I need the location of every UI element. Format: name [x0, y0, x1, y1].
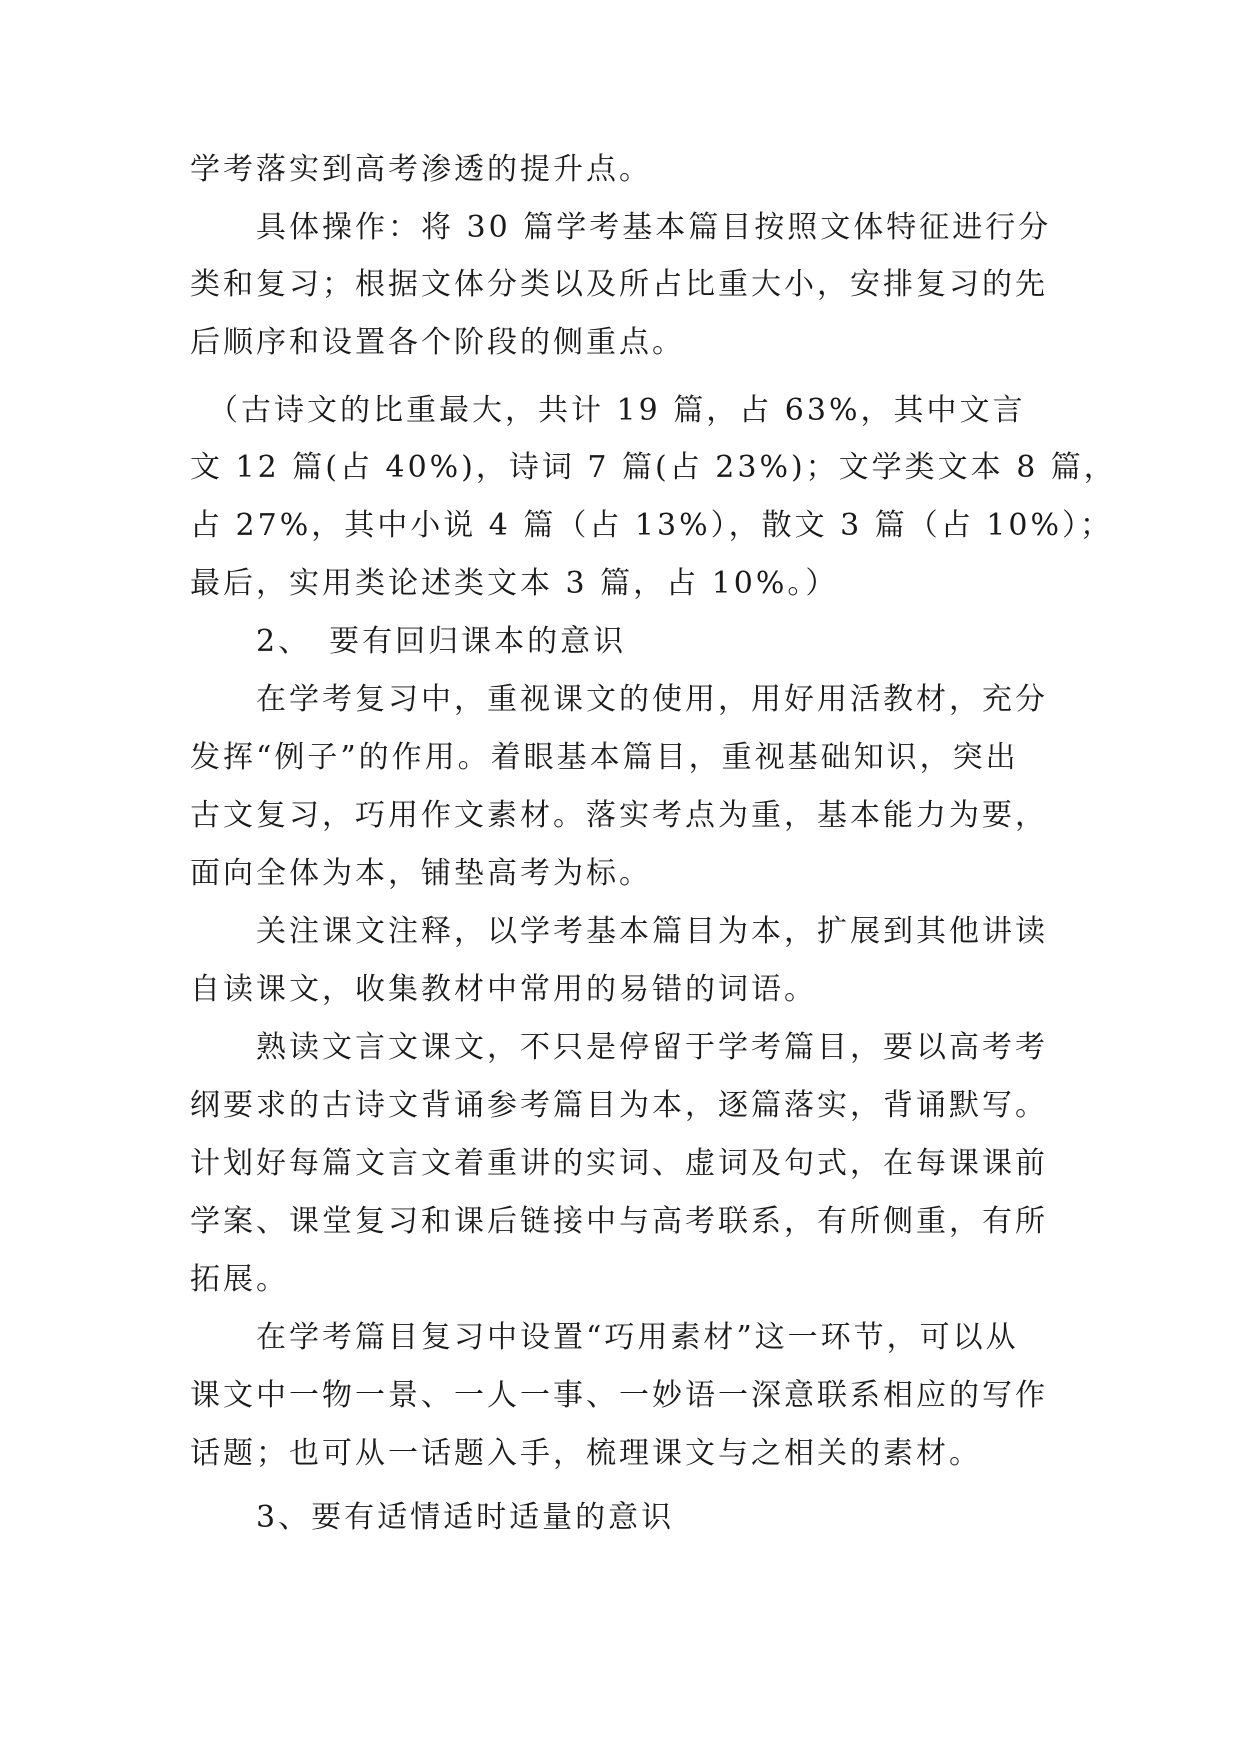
text-line: 面向全体为本，铺垫高考为标。: [190, 856, 652, 891]
text-line: 古文复习，巧用作文素材。落实考点为重，基本能力为要，: [190, 798, 1048, 833]
text-line: 学案、课堂复习和课后链接中与高考联系，有所侧重，有所: [190, 1204, 1048, 1239]
text-line: 计划好每篇文言文着重讲的实词、虚词及句式，在每课课前: [190, 1146, 1048, 1181]
text-line: 自读课文，收集教材中常用的易错的词语。: [190, 972, 817, 1007]
text-line: 占 27%，其中小说 4 篇（占 13%），散文 3 篇（占 10%）；: [190, 508, 1113, 543]
text-line: 在学考篇目复习中设置“巧用素材”这一环节，可以从: [190, 1320, 1019, 1355]
text-line: 课文中一物一景、一人一事、一妙语一深意联系相应的写作: [190, 1378, 1048, 1413]
text-line: 具体操作：将 30 篇学考基本篇目按照文体特征进行分: [190, 210, 1052, 245]
text-line: 后顺序和设置各个阶段的侧重点。: [190, 325, 685, 360]
text-line: （古诗文的比重最大，共计 19 篇，占 63%，其中文言: [190, 393, 1026, 428]
section-heading: 3、要有适情适时适量的意识: [190, 1500, 675, 1535]
text-line: 最后，实用类论述类文本 3 篇，占 10%。）: [190, 566, 839, 601]
text-line: 话题；也可从一话题入手，梳理课文与之相关的素材。: [190, 1436, 982, 1471]
text-line: 文 12 篇(占 40%)，诗词 7 篇(占 23%)；文学类文本 8 篇，: [190, 450, 1117, 485]
text-line: 熟读文言文课文，不只是停留于学考篇目，要以高考考: [190, 1030, 1048, 1065]
text-line: 类和复习；根据文体分类以及所占比重大小，安排复习的先: [190, 267, 1048, 302]
text-line: 纲要求的古诗文背诵参考篇目为本，逐篇落实，背诵默写。: [190, 1088, 1048, 1123]
section-heading: 2、 要有回归课本的意识: [190, 624, 627, 659]
text-line: 发挥“例子”的作用。着眼基本篇目，重视基础知识，突出: [190, 740, 1019, 775]
text-line: 关注课文注释，以学考基本篇目为本，扩展到其他讲读: [190, 914, 1048, 949]
text-line: 在学考复习中，重视课文的使用，用好用活教材，充分: [190, 682, 1048, 717]
text-line: 学考落实到高考渗透的提升点。: [190, 152, 652, 187]
text-line: 拓展。: [190, 1262, 289, 1297]
